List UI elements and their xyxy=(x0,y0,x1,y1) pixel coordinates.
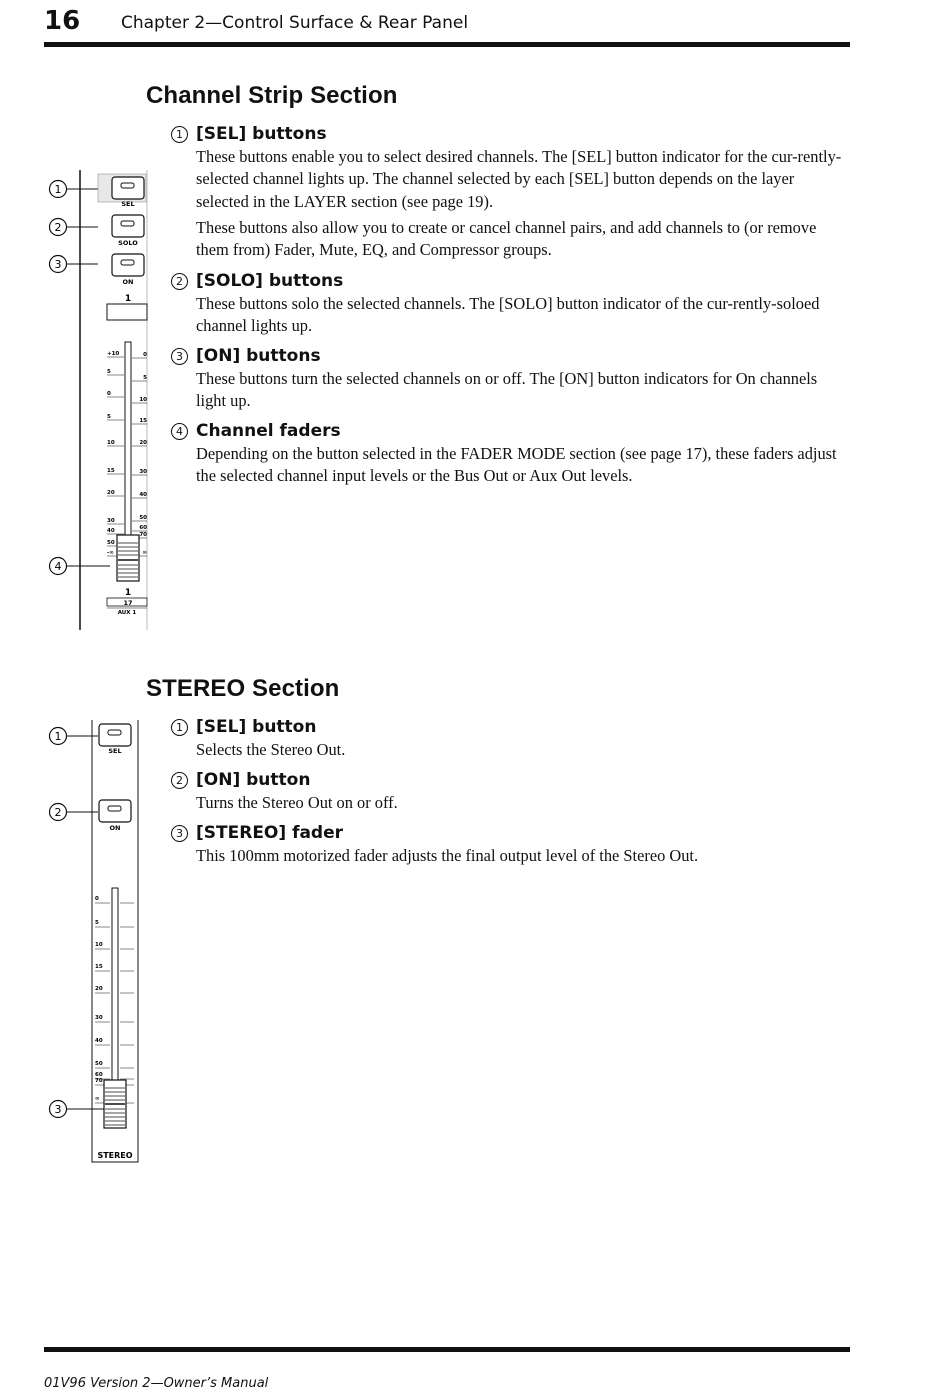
stereo-strip-label: STEREO xyxy=(97,1151,133,1160)
channel-item-fader xyxy=(171,419,851,488)
item-number: 4 xyxy=(171,423,188,440)
stereo-item-on xyxy=(171,768,851,814)
item-paragraph: Depending on the button selected in the FADER MODE section (see page 17), these faders adjust the selected channel input levels or the Bus Out or Aux Out levels. xyxy=(196,444,837,486)
item-paragraph: These buttons enable you to select desired channels. The [SEL] button indicator for the cur-rently-selected channel lights up. The channel selected by each [SEL] button depends on the layer selected in the LAYER section (see page 19). xyxy=(196,147,842,211)
scale-label: 0 xyxy=(95,896,99,902)
scale-label: 40 xyxy=(139,492,147,498)
header-rule xyxy=(44,42,850,47)
scale-label: 15 xyxy=(95,964,103,970)
manual-title: 01V96 Version 2—Owner’s Manual xyxy=(44,1376,269,1391)
item-number: 2 xyxy=(171,772,188,789)
channel-number: 1 xyxy=(124,294,132,304)
scale-label: 20 xyxy=(95,986,103,992)
fader-knob xyxy=(117,535,139,581)
scale-label: +10 xyxy=(107,351,120,357)
svg-text:SEL: SEL xyxy=(108,747,122,755)
scale-label: 30 xyxy=(95,1015,103,1021)
stereo-fader-knob xyxy=(104,1080,126,1128)
scale-label: 30 xyxy=(107,518,115,524)
scale-label: 20 xyxy=(139,440,147,446)
svg-text:3: 3 xyxy=(54,1103,62,1116)
scale-label: 70 xyxy=(95,1078,103,1084)
item-title: [SEL] button xyxy=(196,717,317,737)
stereo-item-fader xyxy=(171,821,851,867)
channel-item-on xyxy=(171,344,851,413)
svg-text:3: 3 xyxy=(54,258,62,271)
item-number: 1 xyxy=(171,126,188,143)
svg-text:SEL: SEL xyxy=(121,200,135,208)
item-title: [SEL] buttons xyxy=(196,124,327,144)
item-title: [STEREO] fader xyxy=(196,823,344,843)
item-number: 1 xyxy=(171,719,188,736)
item-paragraph: Turns the Stereo Out on or off. xyxy=(196,793,398,812)
on-button xyxy=(112,254,144,286)
svg-text:ON: ON xyxy=(122,278,134,286)
svg-text:1: 1 xyxy=(54,730,62,743)
callout-3 xyxy=(50,256,99,273)
chapter-title: Chapter 2—Control Surface & Rear Panel xyxy=(121,13,469,33)
scale-label: 10 xyxy=(95,942,103,948)
footer-rule xyxy=(44,1347,850,1352)
page-number: 16 xyxy=(44,6,81,36)
scale-label: 40 xyxy=(95,1038,103,1044)
scale-label: -∞ xyxy=(107,550,114,556)
scale-label: 70 xyxy=(139,532,147,538)
scale-label: 40 xyxy=(107,528,115,534)
svg-text:SOLO: SOLO xyxy=(118,239,138,247)
item-title: [SOLO] buttons xyxy=(196,271,344,291)
item-number: 2 xyxy=(171,273,188,290)
scale-label: 20 xyxy=(107,490,115,496)
solo-button xyxy=(112,215,144,247)
bottom-channel: 17 xyxy=(123,599,133,607)
item-paragraph: These buttons also allow you to create or cancel channel pairs, and add channels to (or remove them from) Fader, Mute, EQ, and Compressor groups. xyxy=(196,217,817,260)
scale-label: 50 xyxy=(95,1061,103,1067)
stereo-fader-track xyxy=(112,888,118,1103)
scale-label: 60 xyxy=(139,525,147,531)
channel-item-solo xyxy=(171,269,851,338)
fader-scale-left xyxy=(107,351,124,556)
item-paragraph: These buttons turn the selected channels on or off. The [ON] button indicators for On channels light up. xyxy=(196,369,818,411)
scale-label: 0 xyxy=(143,352,147,358)
svg-text:2: 2 xyxy=(54,806,62,819)
svg-text:2: 2 xyxy=(54,221,62,234)
scale-label: ∞ xyxy=(95,1096,100,1102)
scale-label: 5 xyxy=(95,920,99,926)
scale-label: ∞ xyxy=(142,550,147,556)
channel-item-sel xyxy=(171,122,851,261)
scale-label: 15 xyxy=(107,468,115,474)
svg-text:ON: ON xyxy=(109,824,121,832)
callout-1 xyxy=(50,728,99,745)
item-title: [ON] buttons xyxy=(196,346,321,366)
item-number: 3 xyxy=(171,348,188,365)
stereo-sel-button xyxy=(99,724,131,755)
svg-text:4: 4 xyxy=(54,560,62,573)
item-paragraph: Selects the Stereo Out. xyxy=(196,740,346,759)
item-paragraph: These buttons solo the selected channels. The [SOLO] button indicator of the cur-rently-soloed channel lights up. xyxy=(196,294,820,336)
scale-label: 5 xyxy=(143,375,147,381)
fader-track xyxy=(125,342,131,562)
stereo-item-sel xyxy=(171,715,851,761)
stereo-strip-illustration xyxy=(40,710,200,1170)
scale-label: 5 xyxy=(107,414,111,420)
scale-label: 5 xyxy=(107,369,111,375)
bottom-channel-number: 1 xyxy=(124,588,132,598)
channel-strip-title: Channel Strip Section xyxy=(146,82,398,109)
item-number: 3 xyxy=(171,825,188,842)
svg-text:1: 1 xyxy=(54,183,62,196)
scale-label: 30 xyxy=(139,469,147,475)
scale-label: 15 xyxy=(139,418,147,424)
stereo-on-button xyxy=(99,800,131,832)
scale-label: 50 xyxy=(107,540,115,546)
stereo-title: STEREO Section xyxy=(146,675,340,702)
fader-scale-right xyxy=(132,352,147,556)
item-title: Channel faders xyxy=(196,421,341,441)
scale-label: 0 xyxy=(107,391,111,397)
bottom-aux: AUX 1 xyxy=(117,610,137,616)
callout-1 xyxy=(50,181,99,198)
scale-label: 50 xyxy=(139,515,147,521)
channel-display xyxy=(107,304,147,320)
item-title: [ON] button xyxy=(196,770,311,790)
channel-strip-illustration xyxy=(40,160,200,640)
scale-label: 10 xyxy=(139,397,147,403)
callout-2 xyxy=(50,219,99,236)
item-paragraph: This 100mm motorized fader adjusts the final output level of the Stereo Out. xyxy=(196,846,699,865)
scale-label: 10 xyxy=(107,440,115,446)
sel-button xyxy=(98,174,146,208)
scale-label: 60 xyxy=(95,1072,103,1078)
callout-2 xyxy=(50,804,99,821)
